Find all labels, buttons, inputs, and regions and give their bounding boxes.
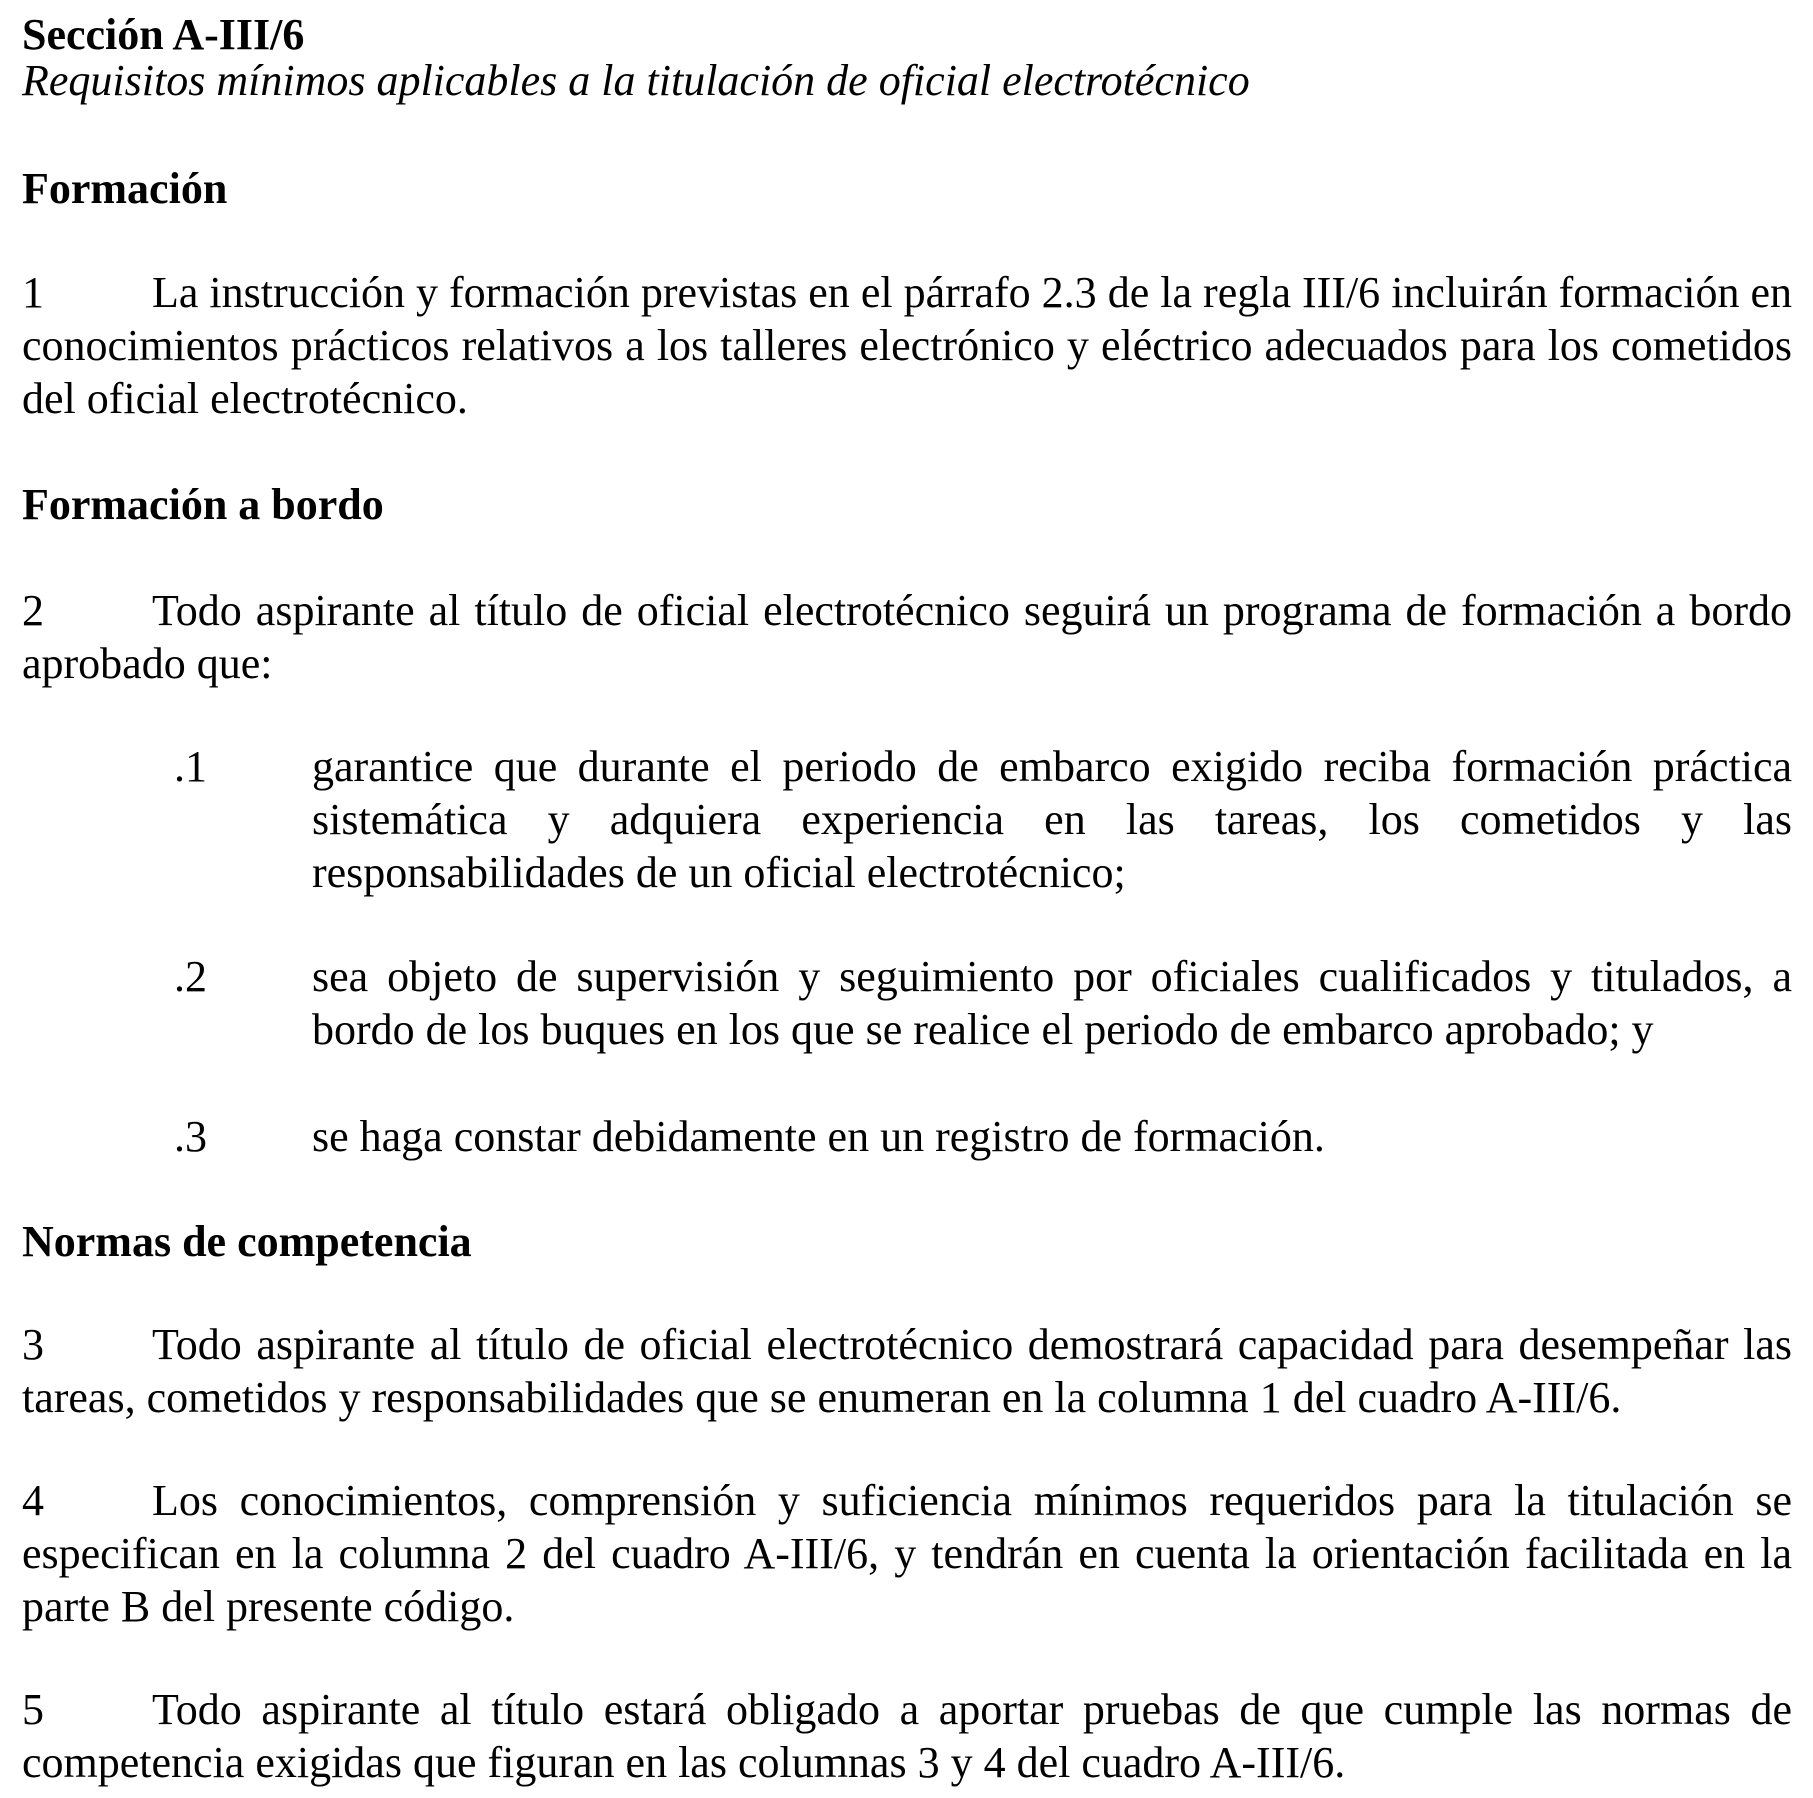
paragraph-number: 1 (22, 268, 44, 317)
heading-normas-de-competencia: Normas de competencia (22, 1217, 472, 1266)
list-item-marker: .1 (174, 742, 207, 791)
heading-formacion: Formación (22, 164, 228, 213)
paragraph-number: 5 (22, 1685, 44, 1734)
paragraph-1 (22, 266, 1792, 425)
paragraph-text: Los conocimientos, comprensión y suficiencia mínimos requeridos para la titulación se especifican en la columna 2 del cuadro A-III/6, y tendrán en cuenta la orientación facilitada en la parte B del presente código. (22, 1476, 1792, 1631)
section-subtitle: Requisitos mínimos aplicables a la titulación de oficial electrotécnico (22, 56, 1250, 105)
list-item-marker: .3 (174, 1112, 207, 1161)
list-item-text: sea objeto de supervisión y seguimiento por oficiales cualificados y titulados, a bordo de los buques en los que se realice el periodo de embarco aprobado; y (312, 952, 1792, 1054)
list-item-text: se haga constar debidamente en un registro de formación. (312, 1112, 1325, 1161)
list-item-marker: .2 (174, 952, 207, 1001)
paragraph-text: Todo aspirante al título de oficial electrotécnico seguirá un programa de formación a bordo aprobado que: (22, 586, 1792, 688)
paragraph-3 (22, 1318, 1792, 1424)
list-item-text: garantice que durante el periodo de embarco exigido reciba formación práctica sistemática y adquiera experiencia en las tareas, los cometidos y las responsabilidades de un oficial electrotécnico; (312, 742, 1792, 897)
list-item-1 (152, 740, 1792, 899)
list-item-3 (152, 1110, 1792, 1163)
paragraph-text: La instrucción y formación previstas en el párrafo 2.3 de la regla III/6 incluirán formación en conocimientos prácticos relativos a los talleres electrónico y eléctrico adecuados para los cometidos del oficial electrotécnico. (22, 268, 1792, 423)
paragraph-number: 4 (22, 1476, 44, 1525)
paragraph-text: Todo aspirante al título de oficial electrotécnico demostrará capacidad para desempeñar las tareas, cometidos y responsabilidades que se enumeran en la columna 1 del cuadro A-III/6. (22, 1320, 1792, 1422)
paragraph-2 (22, 584, 1792, 690)
paragraph-number: 2 (22, 586, 44, 635)
paragraph-5 (22, 1683, 1792, 1789)
paragraph-text: Todo aspirante al título estará obligado a aportar pruebas de que cumple las normas de competencia exigidas que figuran en las columnas 3 y 4 del cuadro A-III/6. (22, 1685, 1792, 1787)
paragraph-number: 3 (22, 1320, 44, 1369)
heading-formacion-a-bordo: Formación a bordo (22, 480, 384, 529)
paragraph-4 (22, 1474, 1792, 1633)
section-code: Sección A-III/6 (22, 10, 305, 59)
list-item-2 (152, 950, 1792, 1056)
